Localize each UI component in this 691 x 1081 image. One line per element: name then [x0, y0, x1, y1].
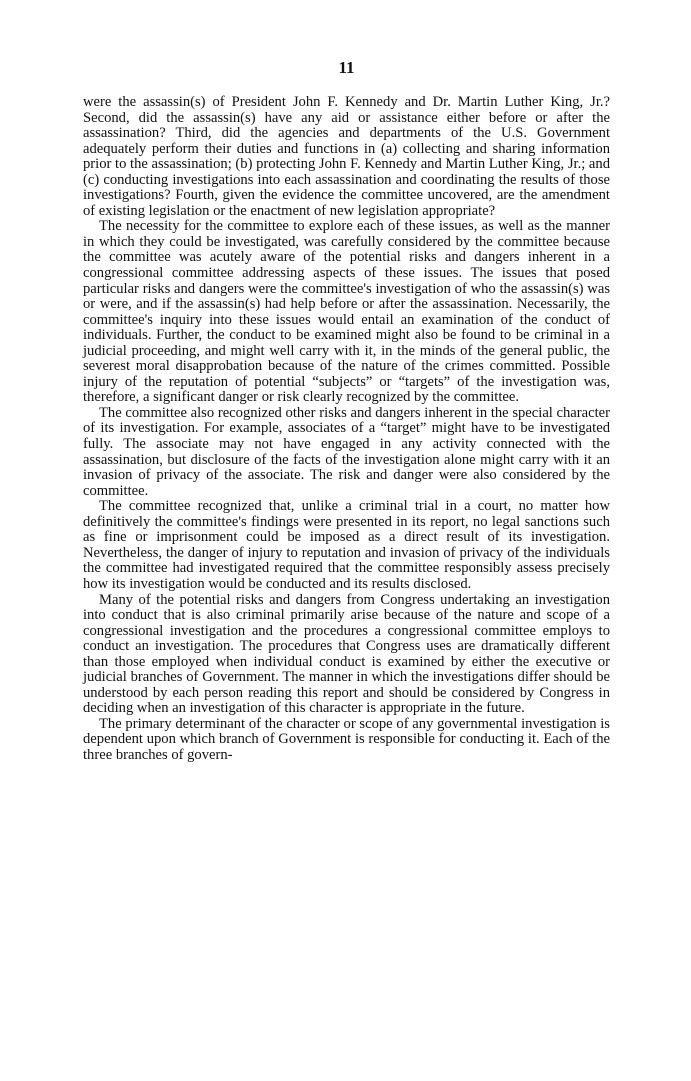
paragraph-continuation: were the assassin(s) of President John F. Kennedy and Dr. Martin Luther King, Jr.? Second, did the assassin(s) have any aid or assistance either before or after the assassination? Third, did the agencies and departments of the U.S. Government adequately perform their duties and functions in (a) collecting and sharing information prior to the assassination; (b) protecting John F. Kennedy and Martin Luther King, Jr.; and (c) conducting investigations into each assassination and coordinating the results of those investigations? Fourth, given the evidence the committee uncovered, are the amendment of existing legislation or the enactment of new legislation appropriate? — [83, 94, 610, 219]
paragraph-primary-determinant: The primary determinant of the character or scope of any governmental investigation is dependent upon which branch of Government is responsible for conducting it. Each of the three branches of govern- — [83, 715, 610, 763]
body-text — [83, 95, 610, 764]
paragraph-other-risks: The committee also recognized other risks and dangers inherent in the special character of its investigation. For example, associates of a “target” might have to be investigated fully. The associate may not have engaged in any activity connected with the assassination, but disclosure of the facts of the investigation alone might carry with it an invasion of privacy of the associate. The risk and danger were also considered by the committee. — [83, 404, 610, 499]
page-number: 11 — [338, 58, 355, 77]
paragraph-committee-necessity: The necessity for the committee to explore each of these issues, as well as the manner in which they could be investigated, was carefully considered by the committee because the committee was acutely aware of the potential risks and dangers inherent in a congressional committee addressing aspects of these issues. The issues that posed particular risks and dangers were the committee's investigation of who the assassin(s) was or were, and if the assassin(s) had help before or after the assassination. Necessarily, the committee's inquiry into these issues would entail an examination of the conduct of individuals. Further, the conduct to be examined might also be found to be criminal in a judicial proceeding, and might well carry with it, in the minds of the general public, the severest moral disapprobation because of the nature of the crimes committed. Possible injury of the reputation of potential “subjects” or “targets” of the investigation was, therefore, a significant danger or risk clearly recognized by the committee. — [83, 218, 610, 406]
paragraph-legal-sanctions: The committee recognized that, unlike a criminal trial in a court, no matter how definitively the committee's findings were presented in its report, no legal sanctions such as fine or imprisonment could be imposed as a direct result of its investigation. Nevertheless, the danger of injury to reputation and invasion of privacy of the individuals the committee had investigated required that the committee responsibly assess precisely how its investigation would be conducted and its results disclosed. — [83, 498, 610, 592]
paragraph-congressional-procedures: Many of the potential risks and dangers from Congress undertaking an investigation into conduct that is also criminal primarily arise because of the nature and scope of a congressional investigation and the procedures a congressional committee employs to conduct an investigation. The procedures that Congress uses are dramatically different than those employed when individual conduct is examined by either the executive or judicial branches of Government. The manner in which the investigations differ should be understood by each person reading this report and should be considered by Congress in deciding when an investigation of this character is appropriate in the future. — [83, 591, 610, 717]
